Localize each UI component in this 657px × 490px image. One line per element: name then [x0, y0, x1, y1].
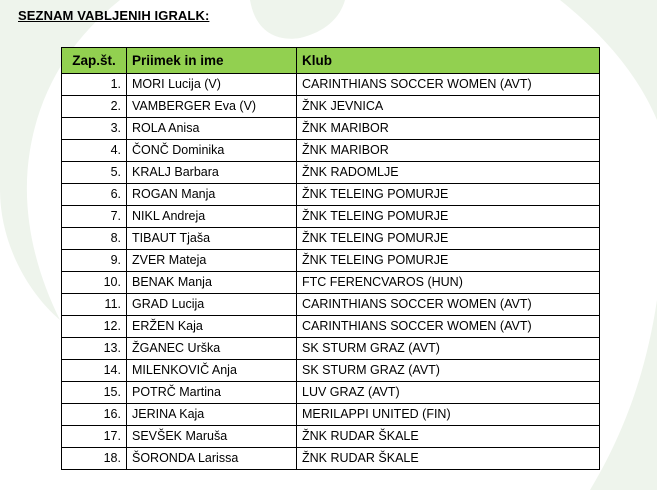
table-row [62, 184, 600, 206]
cell-club: SK STURM GRAZ (AVT) [297, 360, 600, 382]
table-row [62, 338, 600, 360]
cell-name: VAMBERGER Eva (V) [127, 96, 297, 118]
cell-club: ŽNK RUDAR ŠKALE [297, 448, 600, 470]
cell-club: ŽNK MARIBOR [297, 118, 600, 140]
cell-number: 13. [62, 338, 127, 360]
table-row [62, 118, 600, 140]
cell-name: BENAK Manja [127, 272, 297, 294]
cell-name: ČONČ Dominika [127, 140, 297, 162]
cell-club: ŽNK RADOMLJE [297, 162, 600, 184]
cell-number: 15. [62, 382, 127, 404]
cell-club: FTC FERENCVAROS (HUN) [297, 272, 600, 294]
cell-number: 16. [62, 404, 127, 426]
cell-club: ŽNK MARIBOR [297, 140, 600, 162]
cell-club: ŽNK TELEING POMURJE [297, 184, 600, 206]
cell-number: 2. [62, 96, 127, 118]
table-row [62, 206, 600, 228]
table-row [62, 294, 600, 316]
table-header-row [62, 48, 600, 74]
table-row [62, 316, 600, 338]
cell-number: 4. [62, 140, 127, 162]
column-header-name: Priimek in ime [127, 48, 297, 74]
cell-club: ŽNK RUDAR ŠKALE [297, 426, 600, 448]
cell-club: ŽNK TELEING POMURJE [297, 250, 600, 272]
table-body [62, 74, 600, 470]
table-row [62, 250, 600, 272]
cell-number: 17. [62, 426, 127, 448]
table-row [62, 140, 600, 162]
cell-number: 7. [62, 206, 127, 228]
cell-name: GRAD Lucija [127, 294, 297, 316]
cell-name: ROLA Anisa [127, 118, 297, 140]
cell-number: 12. [62, 316, 127, 338]
cell-number: 14. [62, 360, 127, 382]
cell-name: ŠORONDA Larissa [127, 448, 297, 470]
column-header-number: Zap.št. [62, 48, 127, 74]
table-row [62, 228, 600, 250]
table-row [62, 382, 600, 404]
table-row [62, 404, 600, 426]
cell-club: MERILAPPI UNITED (FIN) [297, 404, 600, 426]
cell-name: ZVER Mateja [127, 250, 297, 272]
table-row [62, 272, 600, 294]
cell-club: ŽNK JEVNICA [297, 96, 600, 118]
page-heading: SEZNAM VABLJENIH IGRALK: [18, 8, 210, 23]
cell-number: 18. [62, 448, 127, 470]
cell-number: 10. [62, 272, 127, 294]
table-row [62, 96, 600, 118]
cell-club: LUV GRAZ (AVT) [297, 382, 600, 404]
cell-number: 1. [62, 74, 127, 96]
cell-number: 8. [62, 228, 127, 250]
table-row [62, 448, 600, 470]
cell-name: ERŽEN Kaja [127, 316, 297, 338]
cell-club: SK STURM GRAZ (AVT) [297, 338, 600, 360]
cell-number: 9. [62, 250, 127, 272]
cell-name: JERINA Kaja [127, 404, 297, 426]
cell-club: ŽNK TELEING POMURJE [297, 206, 600, 228]
column-header-club: Klub [297, 48, 600, 74]
cell-name: MILENKOVIČ Anja [127, 360, 297, 382]
cell-name: ROGAN Manja [127, 184, 297, 206]
cell-number: 11. [62, 294, 127, 316]
cell-name: MORI Lucija (V) [127, 74, 297, 96]
cell-club: CARINTHIANS SOCCER WOMEN (AVT) [297, 74, 600, 96]
cell-name: POTRČ Martina [127, 382, 297, 404]
table-row [62, 360, 600, 382]
cell-number: 5. [62, 162, 127, 184]
cell-name: NIKL Andreja [127, 206, 297, 228]
table-row [62, 426, 600, 448]
cell-name: ŽGANEC Urška [127, 338, 297, 360]
table-row [62, 162, 600, 184]
cell-name: TIBAUT Tjaša [127, 228, 297, 250]
cell-club: CARINTHIANS SOCCER WOMEN (AVT) [297, 294, 600, 316]
cell-name: KRALJ Barbara [127, 162, 297, 184]
cell-club: ŽNK TELEING POMURJE [297, 228, 600, 250]
cell-number: 6. [62, 184, 127, 206]
cell-club: CARINTHIANS SOCCER WOMEN (AVT) [297, 316, 600, 338]
cell-name: SEVŠEK Maruša [127, 426, 297, 448]
invited-players-table [61, 47, 600, 470]
table-row [62, 74, 600, 96]
cell-number: 3. [62, 118, 127, 140]
